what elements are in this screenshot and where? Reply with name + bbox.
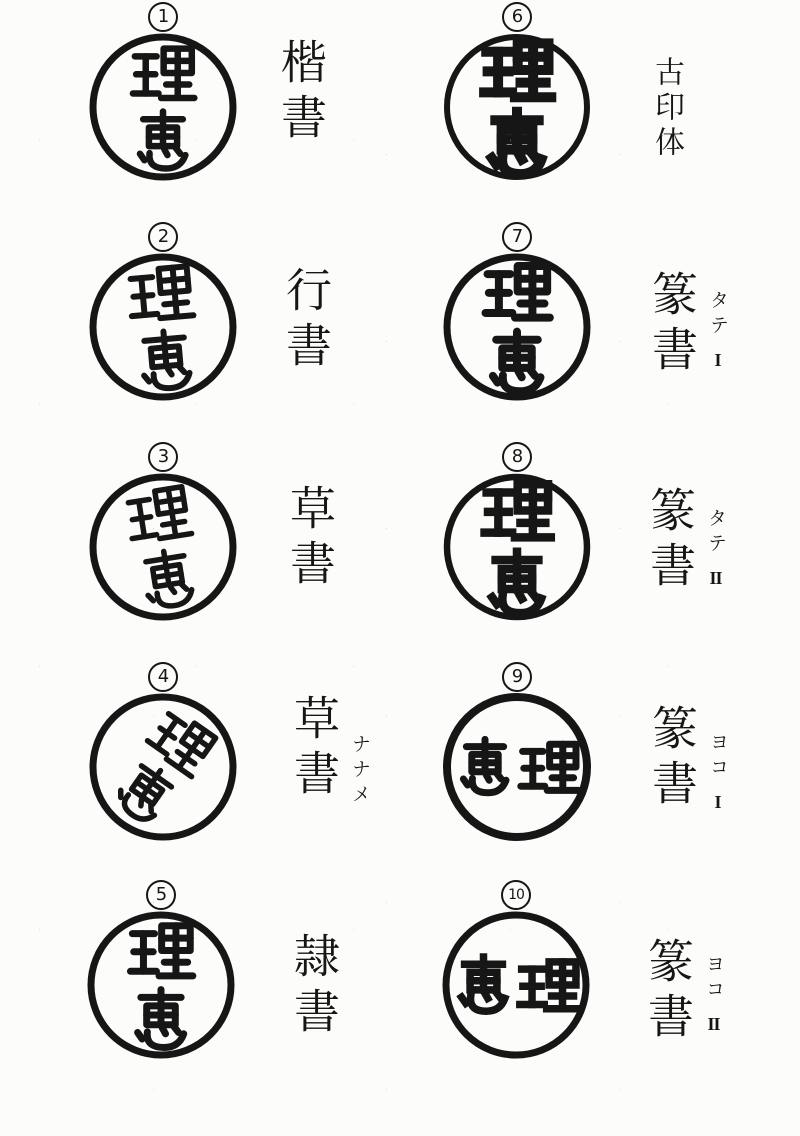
seal-stamp xyxy=(442,32,592,182)
seal-stamp xyxy=(88,472,238,622)
seal-stamp xyxy=(88,252,238,402)
seal-card xyxy=(442,2,592,182)
seal-style-label xyxy=(641,937,725,1047)
seal-card xyxy=(442,222,592,402)
seal-stamp xyxy=(442,692,592,842)
seal-number-badge: 6 xyxy=(502,2,532,32)
seal-circle-border xyxy=(93,697,233,837)
seal-kanji-group xyxy=(125,486,202,610)
style-variant-text: ヨコ xyxy=(703,954,725,1004)
style-name-text: 草書 xyxy=(287,694,341,804)
style-variant-text: タテ xyxy=(707,290,729,340)
seal-stamp xyxy=(88,32,238,182)
seal-number-badge: 8 xyxy=(502,442,532,472)
style-variant-column xyxy=(350,734,369,809)
kanji-ri xyxy=(133,49,194,98)
seal-number-badge: 1 xyxy=(148,2,178,32)
seal-kanji-group xyxy=(108,707,218,830)
seal-stamp xyxy=(86,910,236,1060)
kanji-e xyxy=(140,112,185,169)
seal-kanji-group xyxy=(485,484,551,613)
style-variant-text: タテ xyxy=(705,508,727,558)
style-name-text: 隷書 xyxy=(287,932,341,1042)
seal-style-label xyxy=(279,266,333,376)
kanji-ri xyxy=(485,484,551,537)
kanji-ri xyxy=(130,926,192,976)
kanji-ri xyxy=(145,707,217,777)
kanji-ri xyxy=(484,43,551,97)
seal-number-badge: 4 xyxy=(148,662,178,692)
seal-card xyxy=(88,2,238,182)
seal-card xyxy=(88,442,238,622)
seal-kanji-group xyxy=(133,49,194,169)
kanji-e xyxy=(138,990,184,1048)
seal-card xyxy=(442,442,592,622)
style-variant-numeral: I xyxy=(714,350,721,370)
style-variant-numeral: I xyxy=(714,792,721,812)
seal-number-badge: 3 xyxy=(148,442,178,472)
kanji-e xyxy=(463,739,506,792)
style-variant-text: ナナメ xyxy=(349,734,371,809)
seal-stamp xyxy=(441,910,591,1060)
style-name-text: 篆書 xyxy=(645,704,699,814)
style-name-text: 行書 xyxy=(279,266,333,376)
style-variant-numeral: II xyxy=(707,1014,720,1034)
style-variant-column xyxy=(708,290,727,369)
seal-circle-border xyxy=(93,477,233,617)
seal-style-label xyxy=(645,270,729,380)
style-name-text: 篆書 xyxy=(643,486,697,596)
style-name-text: 篆書 xyxy=(645,270,699,380)
style-name-text: 楷書 xyxy=(274,38,328,148)
style-variant-text: ヨコ xyxy=(707,732,729,782)
seal-style-label xyxy=(287,932,341,1042)
seal-card xyxy=(441,880,591,1060)
kanji-ri xyxy=(521,744,579,790)
kanji-ri xyxy=(128,266,194,320)
seal-kanji-group xyxy=(484,43,551,174)
kanji-e xyxy=(140,330,190,391)
seal-kanji-group xyxy=(463,739,578,792)
kanji-e xyxy=(493,332,541,392)
seal-number-badge: 7 xyxy=(502,222,532,252)
seal-card xyxy=(86,880,236,1060)
kanji-e xyxy=(462,957,505,1011)
seal-style-label xyxy=(649,56,684,161)
kanji-e xyxy=(113,758,177,825)
seal-number-badge: 5 xyxy=(146,880,176,910)
seal-card xyxy=(442,662,592,842)
seal-kanji-group xyxy=(462,957,579,1011)
style-variant-numeral: II xyxy=(709,568,722,588)
seal-number-badge: 10 xyxy=(501,880,531,910)
seal-number-badge: 2 xyxy=(148,222,178,252)
kanji-ri xyxy=(486,266,550,318)
style-variant-column xyxy=(704,954,723,1033)
seal-stamp xyxy=(442,472,592,622)
kanji-e xyxy=(492,112,542,174)
seal-card xyxy=(88,662,238,842)
style-name-text: 篆書 xyxy=(641,937,695,1047)
kanji-e xyxy=(142,548,194,609)
kanji-e xyxy=(492,552,541,613)
seal-stamp xyxy=(442,252,592,402)
seal-card xyxy=(88,222,238,402)
seal-kanji-group xyxy=(130,926,192,1048)
seal-style-label xyxy=(287,694,371,809)
seal-style-label xyxy=(643,486,727,596)
seal-style-label xyxy=(274,38,328,148)
kanji-ri xyxy=(520,962,579,1009)
seal-style-label xyxy=(283,484,337,594)
seal-kanji-group xyxy=(128,266,200,391)
seal-style-label xyxy=(645,704,729,814)
style-variant-column xyxy=(708,732,727,811)
kanji-ri xyxy=(125,486,191,542)
style-name-text: 古印体 xyxy=(649,56,684,161)
style-variant-column xyxy=(706,508,725,587)
seal-kanji-group xyxy=(486,266,550,391)
seal-stamp xyxy=(88,692,238,842)
style-name-text: 草書 xyxy=(283,484,337,594)
seal-number-badge: 9 xyxy=(502,662,532,692)
